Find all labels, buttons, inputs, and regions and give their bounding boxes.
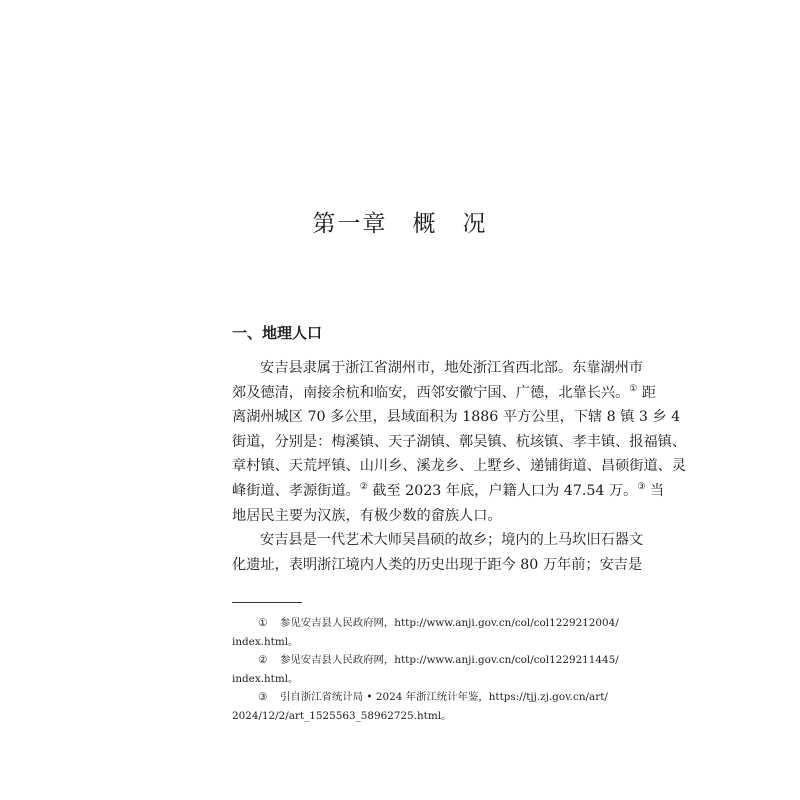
- footnote-2: [232, 651, 619, 688]
- paragraph-geography: [232, 356, 687, 528]
- footnote-text: 引自浙江省统计局 • 2024 年浙江统计年鉴，https://tjj.zj.gov.cn/art/: [280, 691, 608, 703]
- footnote-text: 2024/12/2/art_1525563_58962725.html。: [232, 709, 452, 722]
- footnote-ref[interactable]: ③: [637, 481, 646, 492]
- paragraph-line: 郊及德清，南接余杭和临安，西邻安徽宁国、广德，北靠长兴。① 距: [232, 383, 657, 401]
- paragraph-line: 章村镇、天荒坪镇、山川乡、溪龙乡、上墅乡、递铺街道、昌硕街道、灵: [232, 458, 687, 475]
- footnote-mark: ②: [258, 654, 268, 666]
- footnote-text: index.html。: [232, 672, 299, 685]
- paragraph-history: [232, 528, 644, 577]
- paragraph-line: 峰街道、孝源街道。② 截至 2023 年底，户籍人口为 47.54 万。③ 当: [232, 481, 665, 499]
- paragraph-line: 地居民主要为汉族，有极少数的畲族人口。: [232, 507, 502, 524]
- footnote-text: 参见安吉县人民政府网，http://www.anji.gov.cn/col/col1229212004/: [280, 617, 619, 629]
- paragraph-line: 化遗址，表明浙江境内人类的历史出现于距今 80 万年前；安吉是: [232, 556, 643, 573]
- footnote-1: [232, 614, 619, 651]
- paragraph-line: 街道，分别是：梅溪镇、天子湖镇、鄣吴镇、杭垓镇、孝丰镇、报福镇、: [232, 433, 687, 450]
- paragraph-line: 安吉县是一代艺术大师吴昌硕的故乡；境内的上马坎旧石器文: [260, 532, 644, 548]
- footnote-ref[interactable]: ②: [359, 481, 368, 492]
- footnote-divider: [232, 602, 302, 603]
- footnote-text: index.html。: [232, 635, 299, 648]
- footnote-ref[interactable]: ①: [629, 383, 638, 394]
- section-heading: 一、地理人口: [232, 324, 323, 342]
- footnote-mark: ①: [258, 617, 268, 629]
- paragraph-line: 安吉县隶属于浙江省湖州市，地处浙江省西北部。东靠湖州市: [260, 360, 644, 376]
- footnote-text: 参见安吉县人民政府网，http://www.anji.gov.cn/col/col1229211445/: [280, 654, 619, 666]
- paragraph-line: 离湖州城区 70 多公里，县域面积为 1886 平方公里，下辖 8 镇 3 乡 4: [232, 409, 681, 426]
- footnote-mark: ③: [258, 691, 268, 703]
- footnote-3: [232, 688, 608, 725]
- chapter-title: 第一章 概 况: [312, 211, 488, 237]
